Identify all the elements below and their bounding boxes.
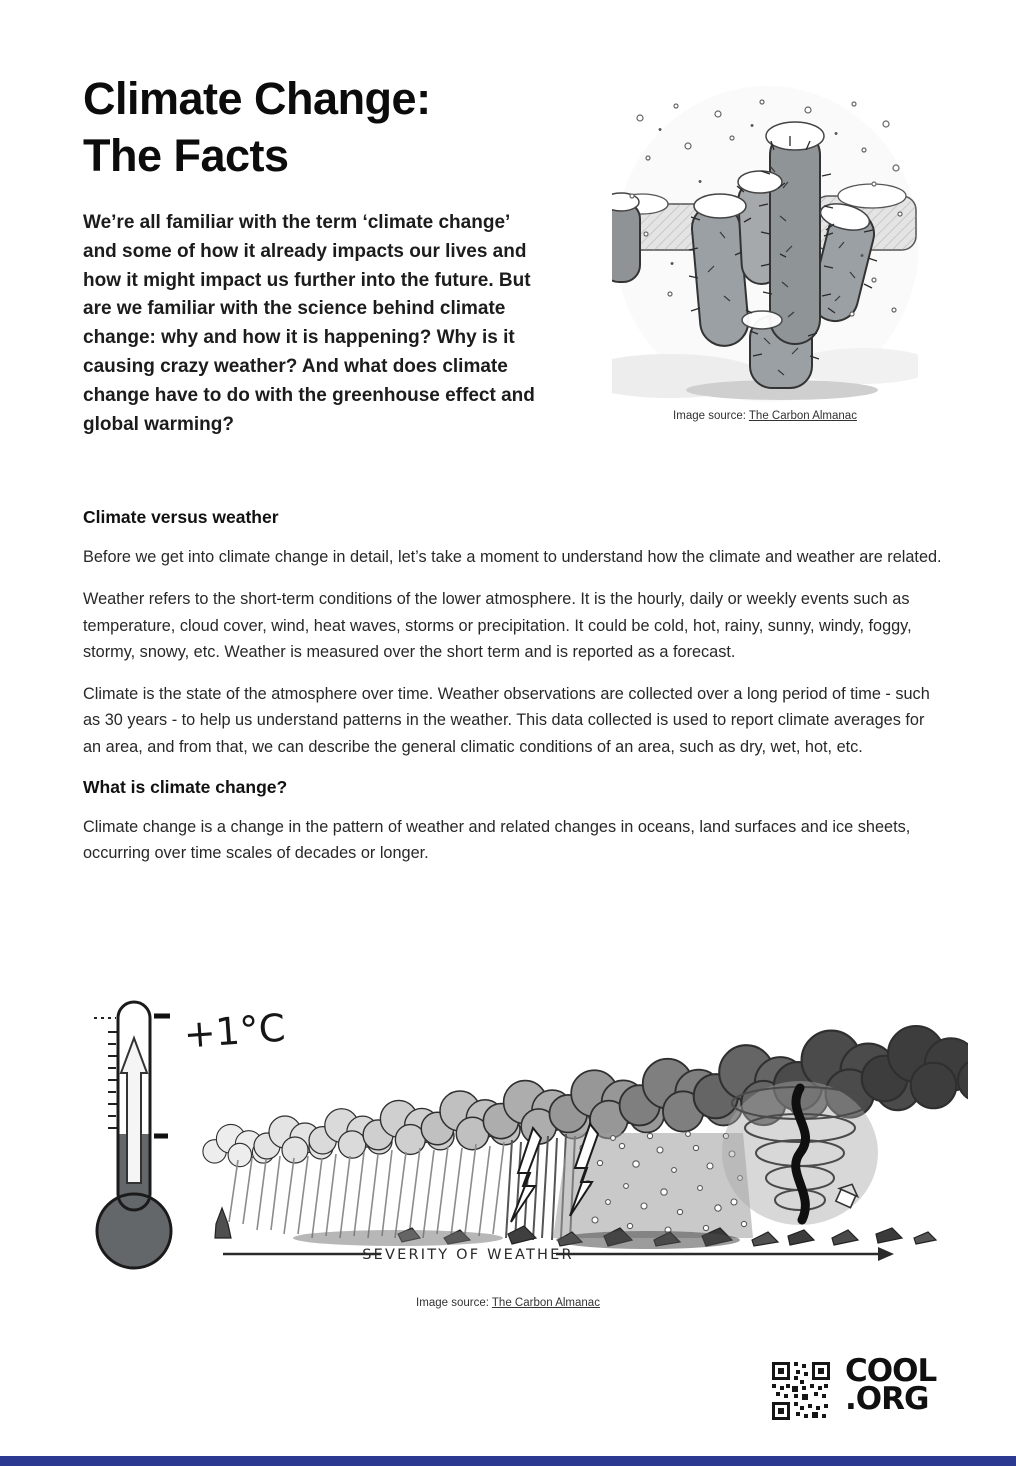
cool-org-logo (845, 1353, 937, 1417)
cactus-figure (612, 84, 918, 422)
caption-text: Image source: (416, 1297, 492, 1309)
severity-figure-caption (0, 1297, 1016, 1309)
tornado-funnel (722, 1081, 878, 1225)
qr-code (772, 1362, 830, 1425)
intro-paragraph: We’re all familiar with the term ‘climate change’ and some of how it already impacts our lives and how it might impact us further into the future. But are we familiar with the science behind climate change: why and how it is happening? Why is it causing crazy weather? And what does climate change have to do with the greenhouse effect and global warming? (83, 212, 535, 435)
section-heading-climate-versus-weather: Climate versus weather (83, 507, 279, 527)
logo-line1: COOL (845, 1353, 937, 1389)
carbon-almanac-link[interactable]: The Carbon Almanac (491, 1297, 600, 1309)
page-title (83, 70, 431, 184)
page-title-line1: Climate Change: (83, 73, 431, 124)
paragraph: Before we get into climate change in detail, let’s take a moment to understand how the climate and weather are related. (83, 548, 942, 566)
severity-axis-arrow (223, 1247, 894, 1263)
carbon-almanac-link[interactable]: The Carbon Almanac (748, 410, 857, 422)
paragraph: Climate change is a change in the pattern of weather and related changes in oceans, land surfaces and ice sheets, occurring over time scales of decades or longer. (83, 818, 911, 863)
qr-code-icon (772, 1362, 830, 1420)
section-heading-what-is-climate-change: What is climate change? (83, 777, 288, 798)
thermometer-weather-severity-illustration (88, 988, 968, 1278)
paragraph: Climate is the state of the atmosphere over time. Weather observations are collected over a long period of time - such as 30 years - to help us understand patterns in the weather. This data collected is used to report climate averages for an area, and from that, we can describe the general climatic conditions of an area, such as dry, wet, hot, etc. (83, 685, 930, 756)
cactus-figure-caption (612, 410, 918, 422)
severity-figure (88, 988, 968, 1283)
snow-covered-cactus-illustration (612, 84, 918, 404)
page-title-line2: The Facts (83, 130, 289, 181)
body-text (83, 506, 945, 883)
footer-bar (0, 1456, 1016, 1466)
temperature-label: +1°C (182, 1005, 287, 1057)
caption-text: Image source: (673, 410, 749, 422)
severity-axis-label: SEVERITY OF WEATHER (362, 1247, 574, 1263)
footer-bar-fill (0, 1456, 1016, 1466)
logo-line2: .ORG (845, 1381, 929, 1417)
paragraph: Weather refers to the short-term conditions of the lower atmosphere. It is the hourly, daily or weekly events such as temperature, cloud cover, wind, heat waves, storms or precipitation. It could be cold, hot, rainy, sunny, windy, foggy, stormy, snowy, etc. Weather is measured over the short term and is reported as a forecast. (83, 590, 912, 661)
